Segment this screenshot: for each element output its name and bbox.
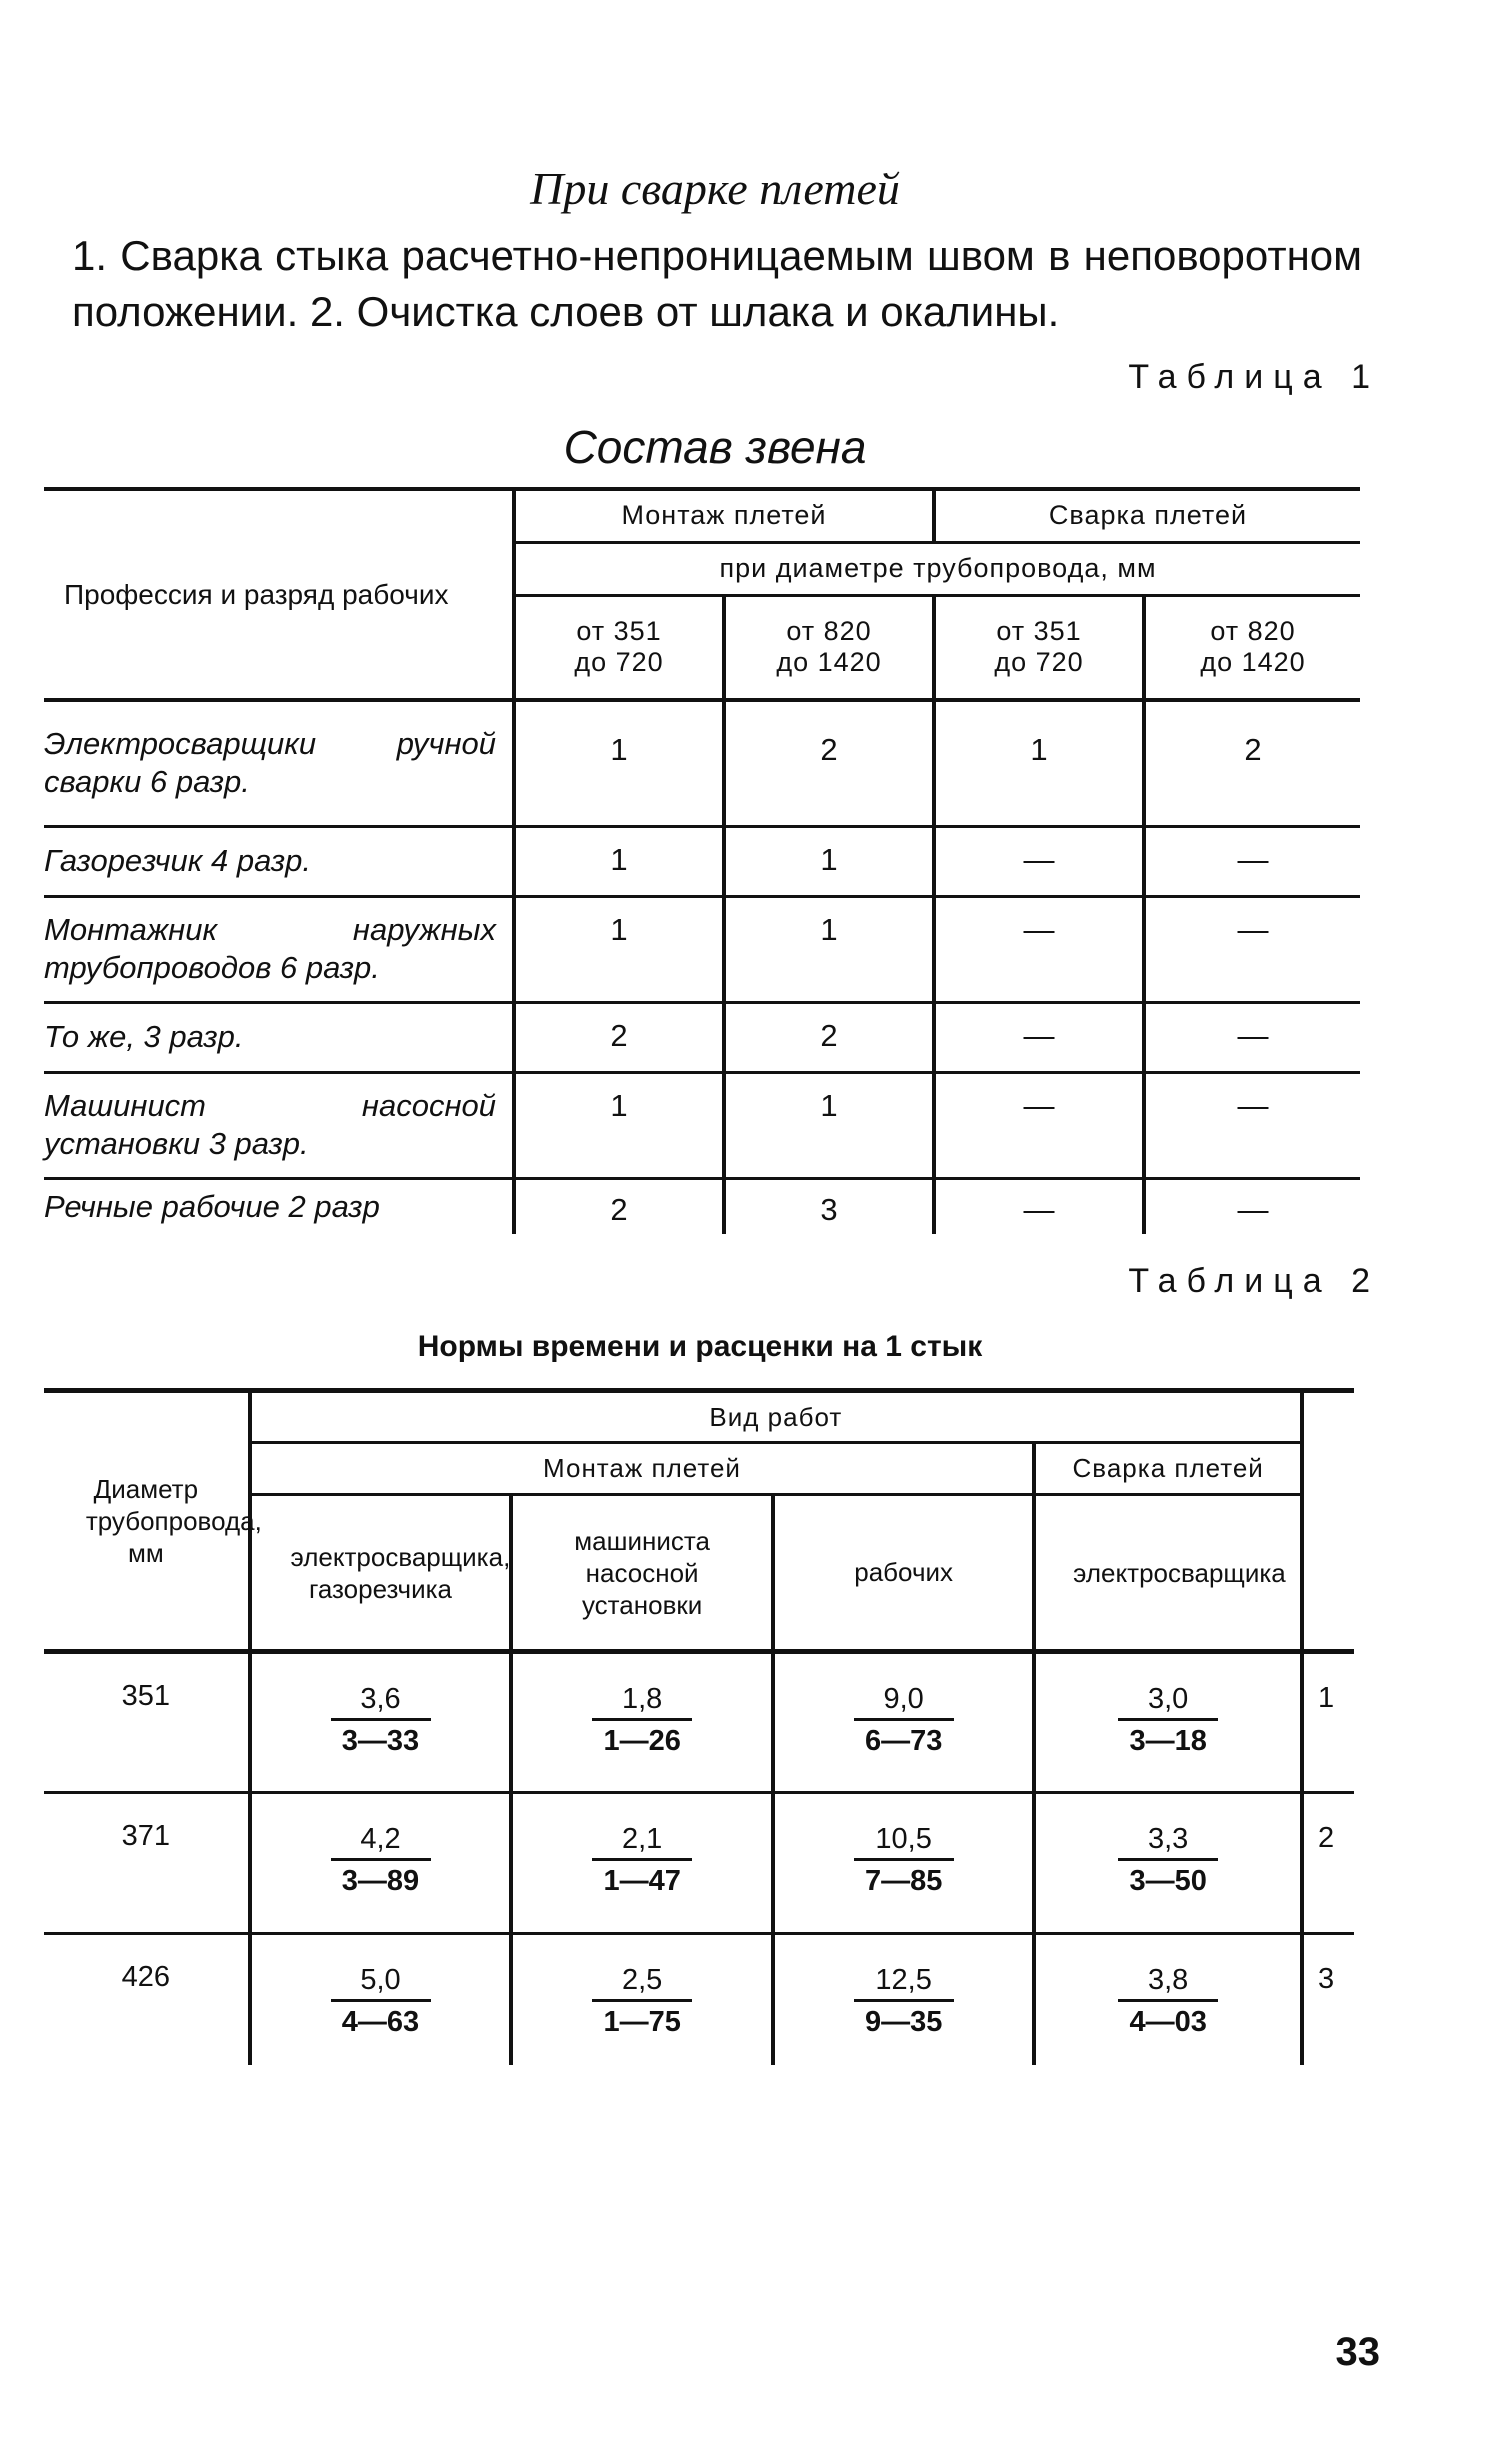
header-montage: Монтаж плетей: [514, 489, 934, 542]
page-number: 33: [1335, 2330, 1380, 2374]
row-value: 1: [514, 700, 724, 826]
row-value: 1: [514, 1072, 724, 1178]
row-value: 3: [724, 1178, 934, 1234]
header-welding: Сварка плетей: [1034, 1443, 1302, 1495]
table2-title: Нормы времени и расценки на 1 стык: [417, 1330, 983, 1363]
header-col: электросварщика: [1034, 1495, 1302, 1652]
side-column-header: [1302, 1391, 1354, 1652]
table-row: [44, 896, 1360, 1002]
header-work-type: Вид работ: [250, 1391, 1302, 1443]
header-range: от 820 до 1420: [1144, 595, 1360, 700]
row-value: 1: [724, 826, 934, 896]
row-value: 1: [724, 1072, 934, 1178]
header-diameter: при диаметре трубопровода, мм: [514, 542, 1360, 595]
table1-label: Таблица 1: [1128, 358, 1380, 396]
row-number: 2: [1302, 1793, 1354, 1934]
table-row: [44, 1652, 1354, 1793]
row-value: 2: [724, 1002, 934, 1072]
row-value: —: [934, 1002, 1144, 1072]
crew-composition-table: [44, 487, 1360, 1234]
row-value: —: [1144, 896, 1360, 1002]
rate-cell: 3,8 4—03: [1034, 1934, 1302, 2065]
header-welding: Сварка плетей: [934, 489, 1360, 542]
table-row: [44, 1002, 1360, 1072]
table-row: [44, 700, 1360, 826]
rate-cell: 9,0 6—73: [773, 1652, 1034, 1793]
row-diameter: 351: [44, 1652, 250, 1793]
header-col: рабочих: [773, 1495, 1034, 1652]
header-col: машиниста насосной установки: [511, 1495, 773, 1652]
rate-cell: 4,2 3—89: [250, 1793, 512, 1934]
time-norms-table: [44, 1388, 1354, 2065]
table1-title: Состав звена: [563, 421, 867, 473]
row-number: 1: [1302, 1652, 1354, 1793]
row-value: —: [934, 826, 1144, 896]
row-value: 1: [724, 896, 934, 1002]
table-row: [44, 826, 1360, 896]
row-name: Речные рабочие 2 разр: [44, 1178, 514, 1234]
row-value: 2: [514, 1178, 724, 1234]
row-value: 1: [514, 826, 724, 896]
row-name: То же, 3 разр.: [44, 1002, 514, 1072]
row-name: Газорезчик 4 разр.: [44, 826, 514, 896]
table-row: [44, 1793, 1354, 1934]
row-value: —: [934, 1178, 1144, 1234]
table-row: [44, 1178, 1360, 1234]
instructions-paragraph: 1. Сварка стыка расчетно-непроницаемым швом в неповоротном положении. 2. Очистка слоев от шлака и окалины.: [72, 232, 1362, 335]
row-value: —: [934, 1072, 1144, 1178]
row-diameter: 426: [44, 1934, 250, 2065]
rate-cell: 2,1 1—47: [511, 1793, 773, 1934]
header-diameter: Диаметр трубопровода, мм: [44, 1391, 250, 1652]
rate-cell: 3,3 3—50: [1034, 1793, 1302, 1934]
row-value: —: [1144, 1002, 1360, 1072]
table2-label: Таблица 2: [1128, 1262, 1380, 1300]
rate-cell: 2,5 1—75: [511, 1934, 773, 2065]
header-montage: Монтаж плетей: [250, 1443, 1035, 1495]
rate-cell: 10,5 7—85: [773, 1793, 1034, 1934]
row-name: Машинист насосной установки 3 разр.: [44, 1072, 514, 1178]
row-value: 1: [934, 700, 1144, 826]
row-value: —: [934, 896, 1144, 1002]
row-value: —: [1144, 1178, 1360, 1234]
row-value: 1: [514, 896, 724, 1002]
row-name: Электросварщики ручной сварки 6 разр.: [44, 700, 514, 826]
rate-cell: 1,8 1—26: [511, 1652, 773, 1793]
row-value: 2: [1144, 700, 1360, 826]
row-value: —: [1144, 826, 1360, 896]
rate-cell: 3,0 3—18: [1034, 1652, 1302, 1793]
header-range: от 351 до 720: [514, 595, 724, 700]
header-col: электросварщика, газорезчика: [250, 1495, 512, 1652]
rate-cell: 3,6 3—33: [250, 1652, 512, 1793]
section-title: При сварке плетей: [530, 163, 900, 214]
header-range: от 820 до 1420: [724, 595, 934, 700]
rate-cell: 5,0 4—63: [250, 1934, 512, 2065]
header-profession: Профессия и разряд рабочих: [44, 489, 514, 700]
row-value: 2: [514, 1002, 724, 1072]
row-diameter: 371: [44, 1793, 250, 1934]
row-name: Монтажник наружных трубопроводов 6 разр.: [44, 896, 514, 1002]
row-value: —: [1144, 1072, 1360, 1178]
rate-cell: 12,5 9—35: [773, 1934, 1034, 2065]
row-number: 3: [1302, 1934, 1354, 2065]
header-range: от 351 до 720: [934, 595, 1144, 700]
table-row: [44, 1072, 1360, 1178]
row-value: 2: [724, 700, 934, 826]
table-row: [44, 1934, 1354, 2065]
